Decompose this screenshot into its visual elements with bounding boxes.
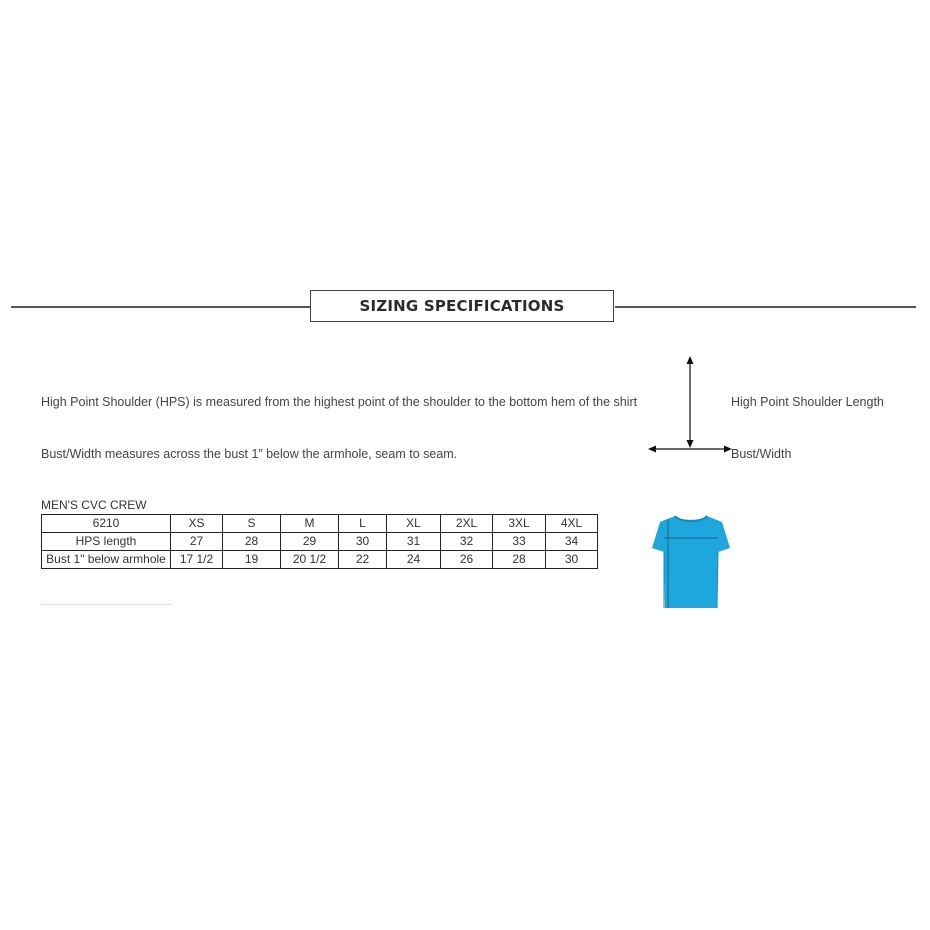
table-cell: 30 [339, 533, 387, 551]
table-header-cell: L [339, 515, 387, 533]
table-cell: 27 [171, 533, 223, 551]
table-cell: 19 [223, 551, 281, 569]
bust-description: Bust/Width measures across the bust 1” below the armhole, seam to seam. [41, 447, 458, 461]
table-cell: 26 [441, 551, 493, 569]
table-cell: 31 [387, 533, 441, 551]
hps-length-label: High Point Shoulder Length [731, 395, 884, 409]
table-header-cell: 6210 [42, 515, 171, 533]
table-header-cell: XS [171, 515, 223, 533]
measure-arrows-icon [640, 352, 740, 460]
table-row [42, 551, 598, 569]
table-cell: 17 1/2 [171, 551, 223, 569]
table-header-cell: 4XL [546, 515, 598, 533]
faded-footnote [41, 604, 171, 607]
title-rule-right [615, 306, 916, 308]
bust-width-label: Bust/Width [731, 447, 792, 461]
table-cell: 28 [223, 533, 281, 551]
table-cell: 32 [441, 533, 493, 551]
table-row [42, 533, 598, 551]
table-header-row [42, 515, 598, 533]
page-title: SIZING SPECIFICATIONS [310, 290, 614, 322]
table-cell: 28 [493, 551, 546, 569]
table-row-label: HPS length [42, 533, 171, 551]
table-cell: 29 [281, 533, 339, 551]
hps-description: High Point Shoulder (HPS) is measured from the highest point of the shoulder to the bottom hem of the shirt [41, 395, 638, 409]
table-header-cell: XL [387, 515, 441, 533]
table-cell: 24 [387, 551, 441, 569]
table-cell: 30 [546, 551, 598, 569]
table-header-cell: 2XL [441, 515, 493, 533]
table-header-cell: M [281, 515, 339, 533]
title-rule-left [11, 306, 311, 308]
table-title: MEN'S CVC CREW [41, 498, 147, 512]
table-cell: 22 [339, 551, 387, 569]
t-shirt-icon [648, 512, 734, 612]
sizing-table [41, 514, 598, 569]
table-row-label: Bust 1" below armhole [42, 551, 171, 569]
table-cell: 33 [493, 533, 546, 551]
table-header-cell: S [223, 515, 281, 533]
table-cell: 34 [546, 533, 598, 551]
table-header-cell: 3XL [493, 515, 546, 533]
table-cell: 20 1/2 [281, 551, 339, 569]
